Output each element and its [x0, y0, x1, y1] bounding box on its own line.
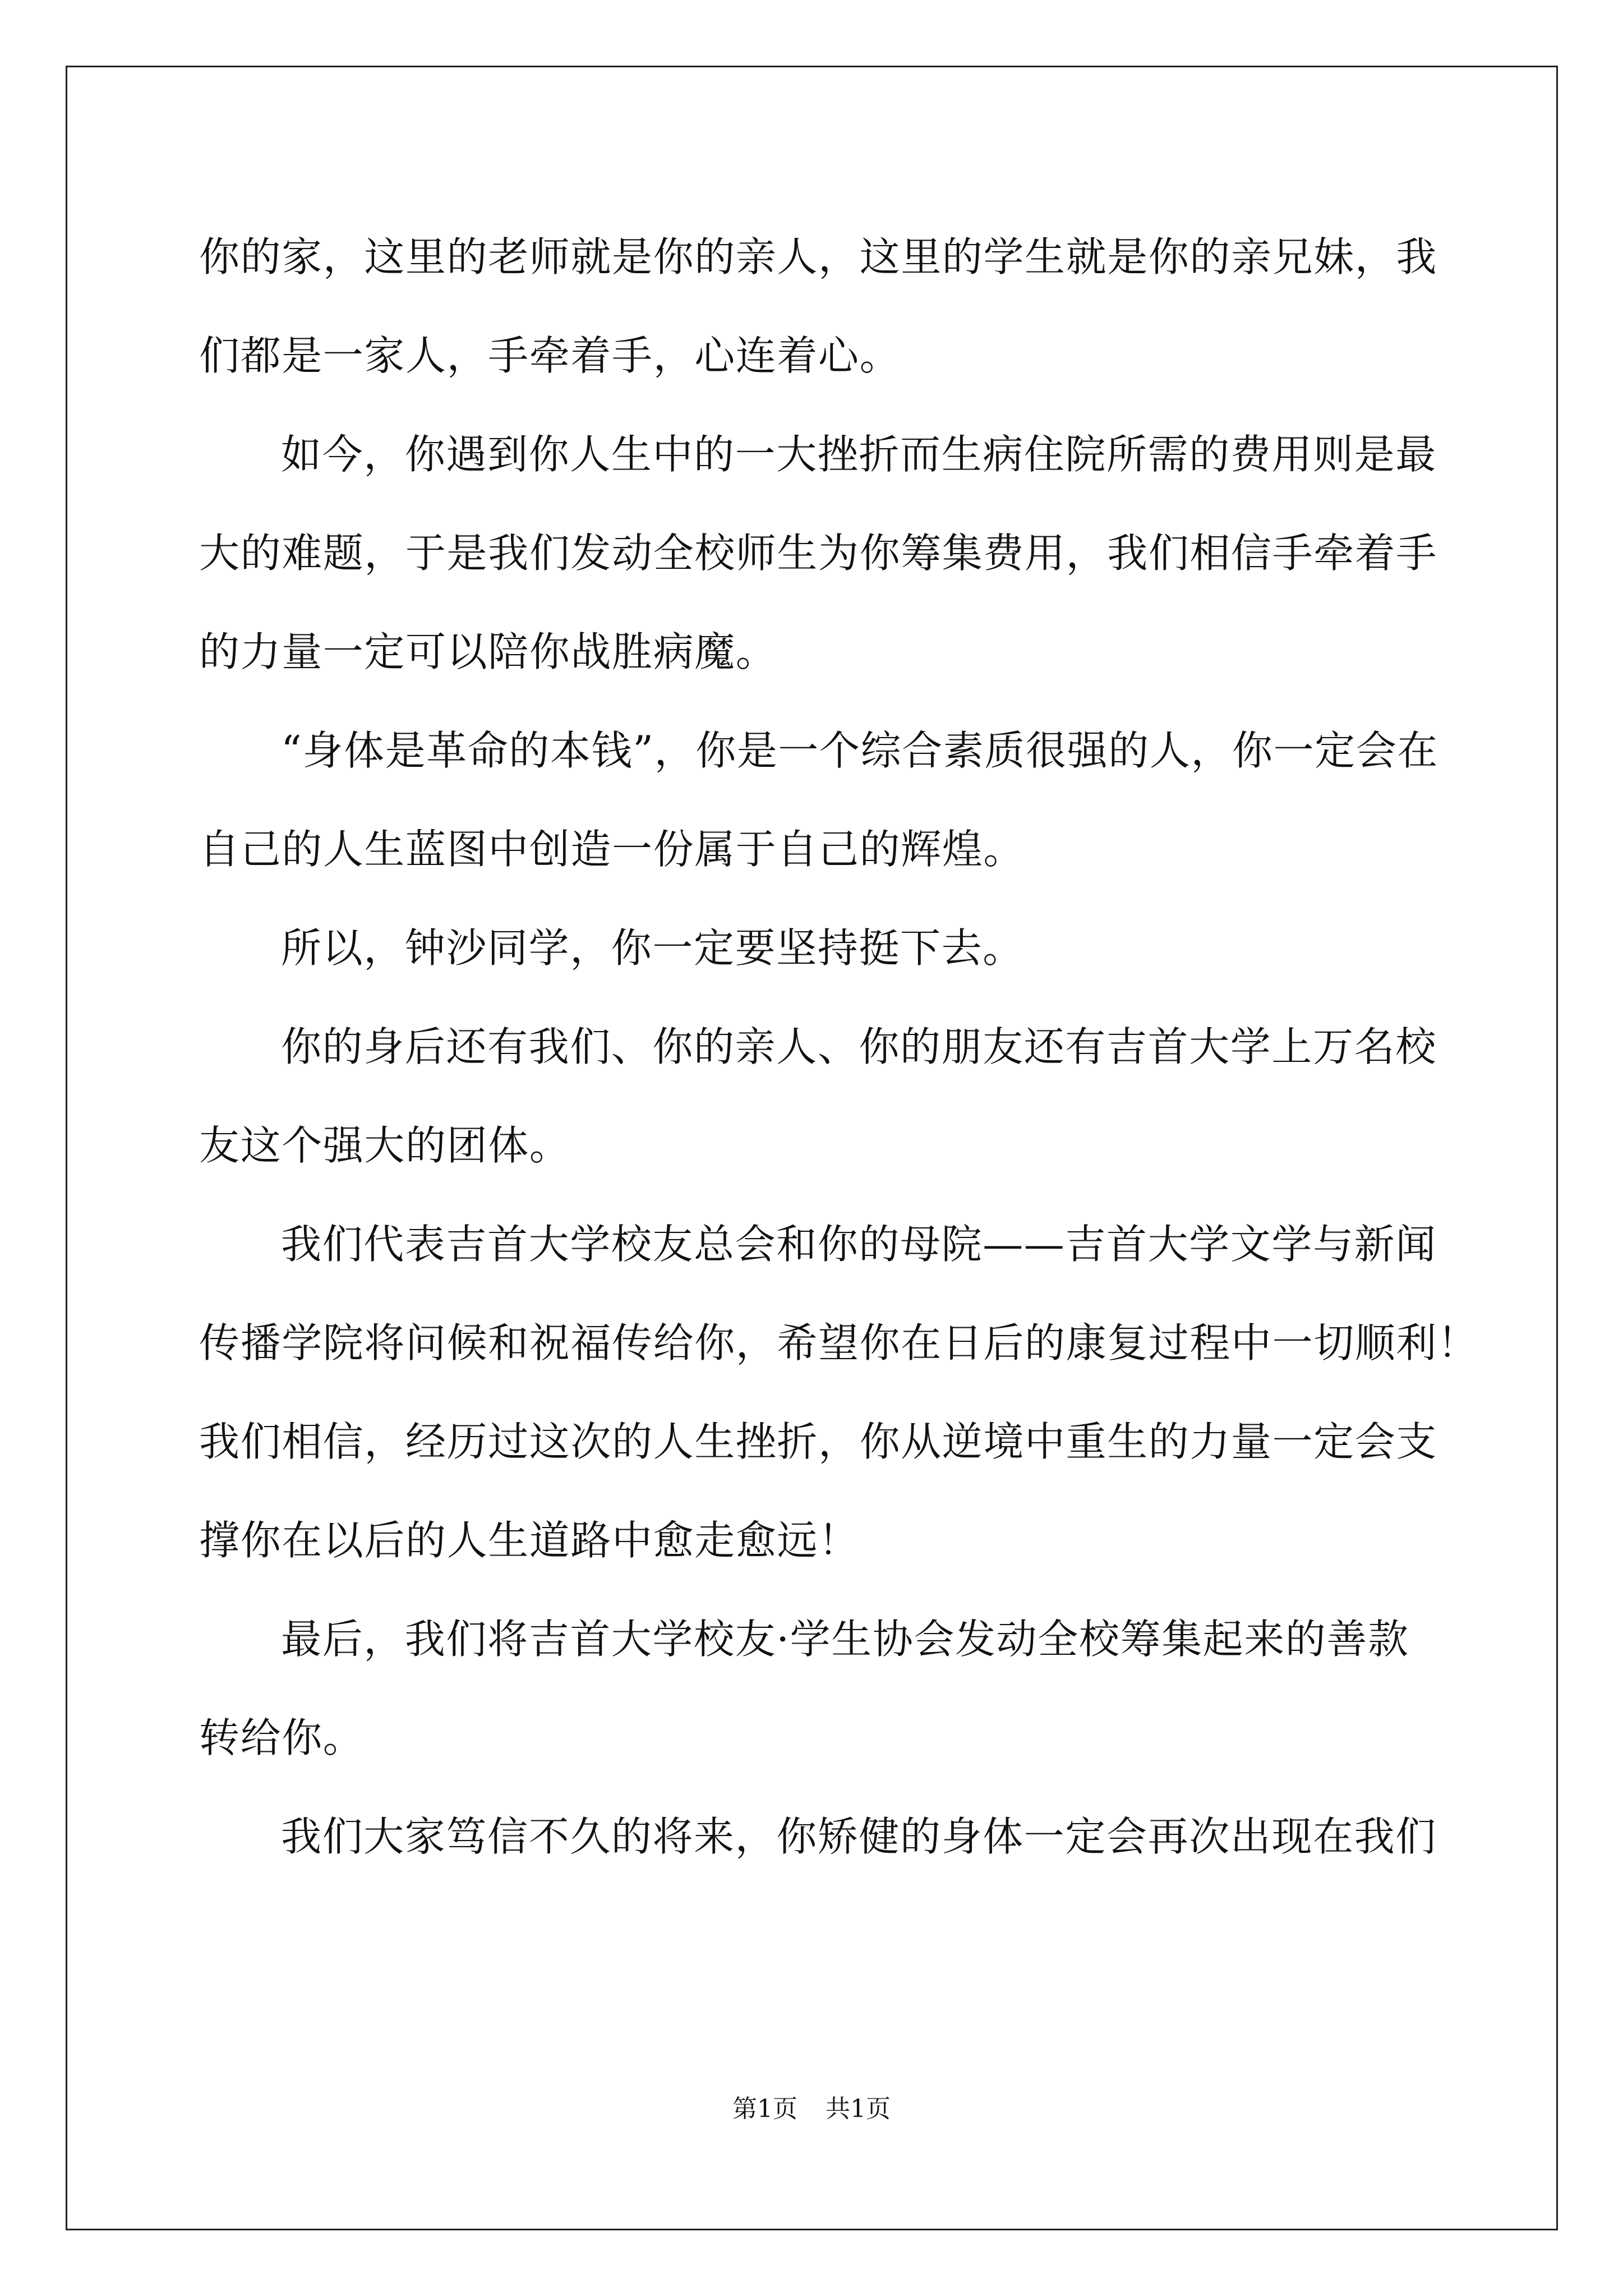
- text-line: 大的难题，于是我们发动全校师生为你筹集费用，我们相信手牵着手: [199, 530, 1438, 577]
- text-line: 转给你。: [199, 1714, 365, 1761]
- text-line: 传播学院将问候和祝福传给你，希望你在日后的康复过程中一切顺利！: [199, 1319, 1479, 1366]
- text-line: 我们相信，经历过这次的人生挫折，你从逆境中重生的力量一定会支: [199, 1418, 1438, 1465]
- text-line: 我们大家笃信不久的将来，你矫健的身体一定会再次出现在我们: [281, 1813, 1437, 1860]
- text-line: 的力量一定可以陪你战胜病魔。: [199, 628, 777, 675]
- text-line: 自己的人生蓝图中创造一份属于自己的辉煌。: [199, 826, 1025, 873]
- text-line: 你的身后还有我们、你的亲人、你的朋友还有吉首大学上万名校: [281, 1023, 1437, 1070]
- text-line: 友这个强大的团体。: [199, 1122, 571, 1169]
- page-total: 共1页: [826, 2095, 891, 2123]
- text-line: 我们代表吉首大学校友总会和你的母院——吉首大学文学与新闻: [281, 1221, 1437, 1268]
- text-line: 如今，你遇到你人生中的一大挫折而生病住院所需的费用则是最: [281, 431, 1437, 478]
- page-number: 第1页: [732, 2095, 797, 2123]
- text-line: 你的家，这里的老师就是你的亲人，这里的学生就是你的亲兄妹，我: [199, 233, 1438, 280]
- page-footer: [0, 2092, 1623, 2126]
- text-line: 们都是一家人，手牵着手，心连着心。: [199, 332, 901, 379]
- text-line: 所以，钟沙同学，你一定要坚持挺下去。: [281, 924, 1024, 972]
- text-line: 撑你在以后的人生道路中愈走愈远！: [199, 1517, 860, 1564]
- text-line: 最后，我们将吉首大学校友·学生协会发动全校筹集起来的善款: [281, 1616, 1409, 1663]
- document-body: [199, 208, 1479, 1886]
- text-line: “身体是革命的本钱”，你是一个综合素质很强的人，你一定会在: [281, 727, 1439, 774]
